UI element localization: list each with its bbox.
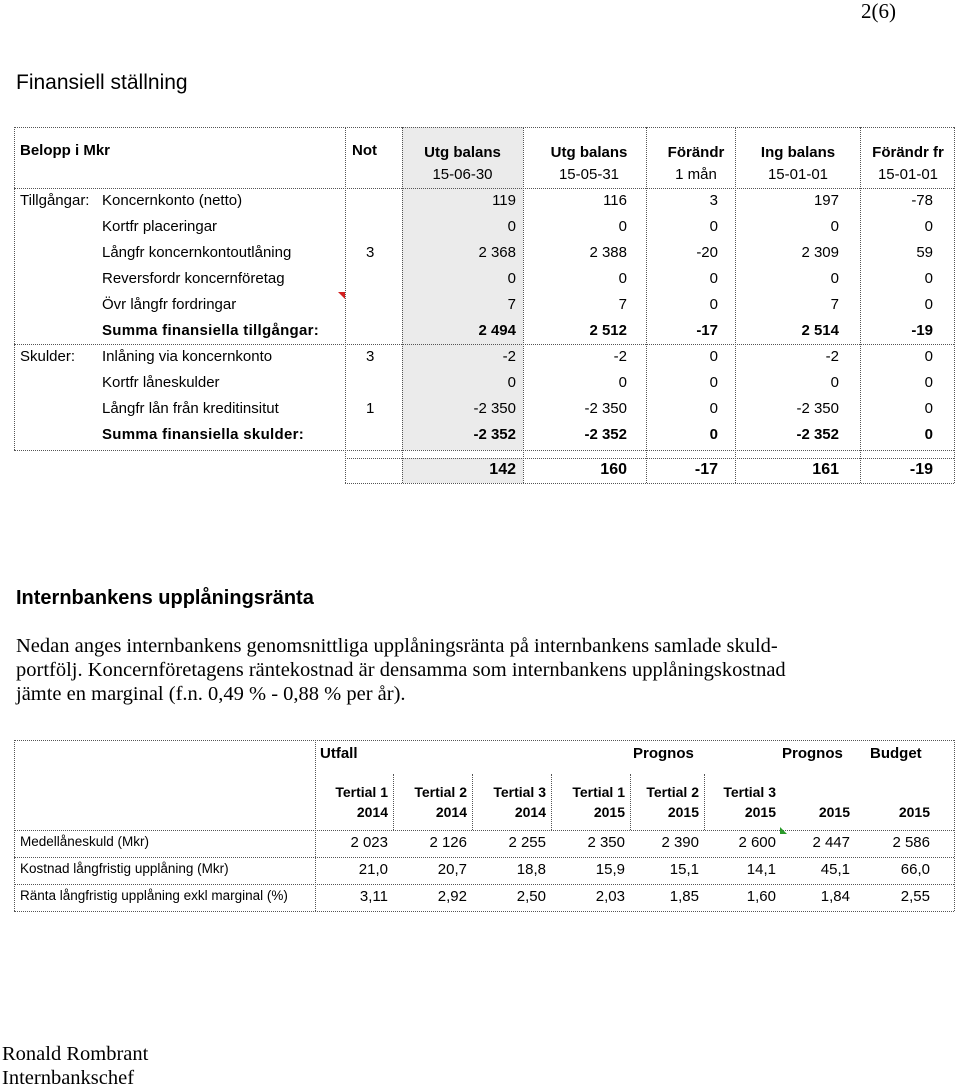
row-value: 3 xyxy=(709,192,718,209)
row-value: 0 xyxy=(709,270,718,287)
row-value: 2 309 xyxy=(801,244,839,261)
rate-col-year: 2015 xyxy=(667,804,699,820)
row-value: 0 xyxy=(924,348,933,365)
section-paragraph xyxy=(16,634,946,706)
rate-row-label: Kostnad långfristig upplåning (Mkr) xyxy=(20,861,229,876)
rate-col-year: 2014 xyxy=(356,804,388,820)
row-value: -2 xyxy=(613,348,627,365)
page-number: 2(6) xyxy=(861,0,896,23)
rate-col-header xyxy=(397,782,467,822)
row-value: 0 xyxy=(618,374,627,391)
rate-row-value: 20,7 xyxy=(437,861,467,878)
rate-col-year: 2015 xyxy=(593,804,625,820)
signature-name: Ronald Rombrant xyxy=(2,1043,149,1065)
rate-col-header xyxy=(476,782,546,822)
row-value: 2 512 xyxy=(589,322,627,339)
row-group-label: Skulder: xyxy=(20,348,76,365)
col-header-forandr-fr: Förändr fr 15-01-01 xyxy=(872,144,944,183)
row-value: 0 xyxy=(709,374,718,391)
row-value: 0 xyxy=(507,270,516,287)
row-value: -2 350 xyxy=(796,400,839,417)
rate-row-value: 15,1 xyxy=(669,861,699,878)
page-title: Finansiell ställning xyxy=(16,71,188,94)
row-label: Långfr lån från kreditinsitut xyxy=(102,400,279,417)
rate-col-header xyxy=(629,782,699,822)
rate-col-header xyxy=(706,782,776,822)
col-header-forandr-1man: Förändr 1 mån xyxy=(667,144,725,183)
rate-col-header xyxy=(318,782,388,822)
row-value: 0 xyxy=(924,374,933,391)
row-note: 3 xyxy=(366,348,375,365)
rate-row-value: 2 600 xyxy=(738,834,776,851)
row-value: 0 xyxy=(924,296,933,313)
net-value-2: -17 xyxy=(694,461,718,478)
rate-row-value: 2,03 xyxy=(595,888,625,905)
rate-col-period: Tertial 3 xyxy=(723,784,776,800)
rate-col-period: Tertial 3 xyxy=(493,784,546,800)
rate-row-value: 14,1 xyxy=(746,861,776,878)
row-value: 0 xyxy=(830,270,839,287)
row-value: -2 352 xyxy=(796,426,839,443)
row-value: 0 xyxy=(618,270,627,287)
row-label: Summa finansiella tillgångar: xyxy=(102,322,320,339)
rate-col-period: Tertial 1 xyxy=(572,784,625,800)
row-value: -2 352 xyxy=(473,426,516,443)
comment-marker-icon xyxy=(338,292,345,299)
rate-row-value: 3,11 xyxy=(359,888,388,905)
row-value: 197 xyxy=(813,192,839,209)
paragraph-line-1: Nedan anges internbankens genomsnittliga upplåningsränta på internbankens samlade skuld- xyxy=(16,635,778,657)
row-note: 3 xyxy=(366,244,375,261)
row-value: 7 xyxy=(618,296,627,313)
rate-col-year: 2015 xyxy=(818,804,850,820)
header-prognos-2: Prognos xyxy=(782,745,843,762)
row-value: 0 xyxy=(924,270,933,287)
rate-col-period xyxy=(860,782,930,802)
row-value: 0 xyxy=(924,218,933,235)
header-budget: Budget xyxy=(870,745,922,762)
row-value: -2 xyxy=(502,348,516,365)
rate-row-value: 21,0 xyxy=(358,861,388,878)
rate-row-label: Medellåneskuld (Mkr) xyxy=(20,834,150,849)
row-label: Kortfr placeringar xyxy=(102,218,218,235)
row-value: 119 xyxy=(492,192,516,209)
net-value-4: -19 xyxy=(909,461,933,478)
rate-row-value: 2,50 xyxy=(516,888,546,905)
row-value: 0 xyxy=(709,426,718,443)
net-value-1: 160 xyxy=(600,461,627,478)
rate-row-value: 2 586 xyxy=(892,834,930,851)
rate-col-period: Tertial 2 xyxy=(414,784,467,800)
row-label: Inlåning via koncernkonto xyxy=(102,348,273,365)
rate-col-year: 2014 xyxy=(435,804,467,820)
rate-row-value: 2 255 xyxy=(508,834,546,851)
rate-row-value: 2 390 xyxy=(661,834,699,851)
row-value: 0 xyxy=(507,218,516,235)
row-value: 0 xyxy=(709,400,718,417)
row-value: 2 514 xyxy=(801,322,839,339)
rate-col-year: 2015 xyxy=(744,804,776,820)
row-value: 59 xyxy=(916,244,933,261)
row-label: Långfr koncernkontoutlåning xyxy=(102,244,292,261)
row-value: 2 494 xyxy=(478,322,516,339)
row-value: 0 xyxy=(709,296,718,313)
rate-col-header xyxy=(555,782,625,822)
rate-col-period: Tertial 1 xyxy=(335,784,388,800)
rate-row-value: 2 126 xyxy=(429,834,467,851)
row-value: 0 xyxy=(709,348,718,365)
rate-row-value: 2 023 xyxy=(350,834,388,851)
row-value: -20 xyxy=(696,244,718,261)
row-label: Koncernkonto (netto) xyxy=(102,192,243,209)
signature xyxy=(2,1042,148,1090)
rate-row-value: 2,92 xyxy=(437,888,467,905)
signature-role: Internbankschef xyxy=(2,1067,135,1089)
row-value: 7 xyxy=(507,296,516,313)
rate-row-value: 66,0 xyxy=(900,861,930,878)
col-header-utg-0531: Utg balans 15-05-31 xyxy=(550,144,628,183)
rate-row-value: 1,85 xyxy=(669,888,699,905)
row-value: 0 xyxy=(924,426,933,443)
rate-col-period: Tertial 2 xyxy=(646,784,699,800)
col-header-ing-balans: Ing balans 15-01-01 xyxy=(760,144,836,183)
row-value: 7 xyxy=(830,296,839,313)
net-value-0: 142 xyxy=(489,461,516,478)
row-value: 0 xyxy=(830,218,839,235)
row-value: -19 xyxy=(911,322,933,339)
row-value: 116 xyxy=(603,192,627,209)
row-value: 2 388 xyxy=(589,244,627,261)
paragraph-line-3: jämte en marginal (f.n. 0,49 % - 0,88 % per år). xyxy=(16,683,406,705)
col-header-utg-0630: Utg balans 15-06-30 xyxy=(424,144,501,183)
header-prognos-1: Prognos xyxy=(633,745,694,762)
rate-row-value: 45,1 xyxy=(820,861,850,878)
belopp-header: Belopp i Mkr xyxy=(20,142,111,159)
rate-col-year: 2015 xyxy=(898,804,930,820)
row-label: Summa finansiella skulder: xyxy=(102,426,305,443)
row-value: -2 350 xyxy=(473,400,516,417)
net-value-3: 161 xyxy=(812,461,839,478)
rate-row-value: 2 447 xyxy=(812,834,850,851)
header-utfall: Utfall xyxy=(320,745,358,762)
row-value: 2 368 xyxy=(478,244,516,261)
rate-row-value: 1,84 xyxy=(820,888,850,905)
row-value: -2 352 xyxy=(584,426,627,443)
not-header: Not xyxy=(352,142,377,159)
section-title: Internbankens upplåningsränta xyxy=(16,587,314,609)
row-value: -17 xyxy=(696,322,718,339)
rate-row-value: 15,9 xyxy=(595,861,625,878)
rate-col-period xyxy=(780,782,850,802)
row-value: 0 xyxy=(924,400,933,417)
rate-row-label: Ränta långfristig upplåning exkl marginal (%) xyxy=(20,888,288,903)
rate-col-year: 2014 xyxy=(514,804,546,820)
rate-row-value: 2,55 xyxy=(900,888,930,905)
row-value: 0 xyxy=(709,218,718,235)
row-value: -2 xyxy=(825,348,839,365)
rate-row-value: 2 350 xyxy=(587,834,625,851)
row-note: 1 xyxy=(366,400,375,417)
row-label: Reversfordr koncernföretag xyxy=(102,270,285,287)
row-label: Övr långfr fordringar xyxy=(102,296,237,313)
row-value: 0 xyxy=(618,218,627,235)
row-value: -78 xyxy=(911,192,933,209)
rate-col-header xyxy=(780,782,850,822)
rate-row-value: 1,60 xyxy=(746,888,776,905)
row-value: 0 xyxy=(830,374,839,391)
row-value: 0 xyxy=(507,374,516,391)
row-group-label: Tillgångar: xyxy=(20,192,90,209)
rate-col-header xyxy=(860,782,930,822)
rate-row-value: 18,8 xyxy=(516,861,546,878)
row-value: -2 350 xyxy=(584,400,627,417)
comment-marker-icon xyxy=(780,827,787,834)
paragraph-line-2: portfölj. Koncernföretagens räntekostnad är densamma som internbankens upplåningskostnad xyxy=(16,659,786,681)
row-label: Kortfr låneskulder xyxy=(102,374,220,391)
